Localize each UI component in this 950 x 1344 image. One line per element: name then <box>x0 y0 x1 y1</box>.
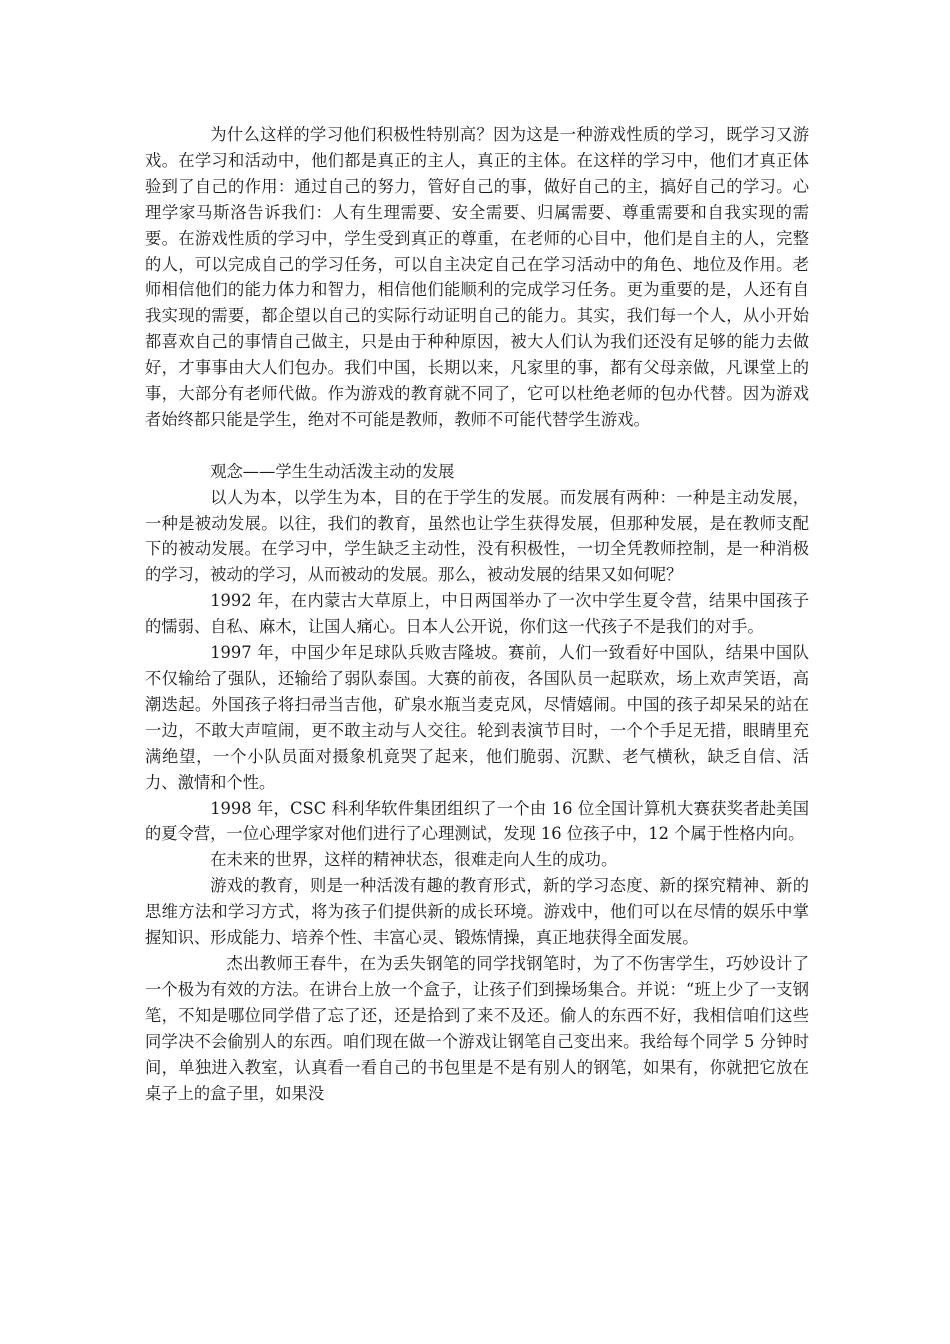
paragraph-development: 以人为本，以学生为本，目的在于学生的发展。而发展有两种：一种是主动发展，一种是被动发展。以往，我们的教育，虽然也让学生获得发展，但那种发展，是在教师支配下的被动发展。在学习中，学生缺乏主动性，没有积极性，一切全凭教师控制，是一种消极的学习，被动的学习，从而被动的发展。那么，被动发展的结果又如何呢？ <box>145 487 809 585</box>
paragraph-1998: 1998 年，CSC 科利华软件集团组织了一个由 16 位全国计算机大赛获奖者赴美国的夏令营，一位心理学家对他们进行了心理测试，发现 16 位孩子中，12 个属于性格内向。 <box>145 798 809 844</box>
section-heading: 观念——学生生动活泼主动的发展 <box>210 461 455 481</box>
paragraph-game-learning: 为什么这样的学习他们积极性特别高？因为这是一种游戏性质的学习，既学习又游戏。在学习和活动中，他们都是真正的主人，真正的主体。在这样的学习中，他们才真正体验到了自己的作用：通过自己的努力，管好自己的事，做好自己的主，搞好自己的学习。心理学家马斯洛告诉我们：人有生理需要、安全需要、归属需要、尊重需要和自我实现的需要。在游戏性质的学习中，学生受到真正的尊重，在老师的心目中，他们是自主的人，完整的人，可以完成自己的学习任务，可以自主决定自己在学习活动中的角色、地位及作用。老师相信他们的能力体力和智力，相信他们能顺利的完成学习任务。更为重要的是，人还有自我实现的需要，都企望以自己的实际行动证明自己的能力。其实，我们每一个人，从小开始都喜欢自己的事情自己做主，只是由于种种原因，被大人们认为我们还没有足够的能力去做好，才事事由大人们包办。我们中国，长期以来，凡家里的事，都有父母亲做，凡课堂上的事，大部分有老师代做。作为游戏的教育就不同了，它可以杜绝老师的包办代替。因为游戏者始终都只能是学生，绝对不可能是教师，教师不可能代替学生游戏。 <box>145 125 809 429</box>
paragraph-1997: 1997 年，中国少年足球队兵败吉隆坡。赛前，人们一致看好中国队，结果中国队不仅输给了强队，还输给了弱队泰国。大赛的前夜，各国队员一起联欢，场上欢声笑语，高潮迭起。外国孩子将扫帚当吉他，矿泉水瓶当麦克风，尽情嬉闹。中国的孩子却呆呆的站在一边，不敢大声喧闹，更不敢主动与人交往。轮到表演节目时，一个个手足无措，眼睛里充满绝望，一个小队员面对摄象机竟哭了起来，他们脆弱、沉默、老气横秋，缺乏自信、活力、激情和个性。 <box>145 643 809 792</box>
paragraph-future: 在未来的世界，这样的精神状态，很难走向人生的成功。 <box>210 850 618 870</box>
paragraph-1992: 1992 年，在内蒙古大草原上，中日两国举办了一次中学生夏令营，结果中国孩子的懦弱、自私、麻木，让国人痛心。日本人公开说，你们这一代孩子不是我们的对手。 <box>145 591 809 637</box>
paragraph-game-education: 游戏的教育，则是一种活泼有趣的教育形式，新的学习态度、新的探究精神、新的思维方法和学习方式，将为孩子们提供新的成长环境。游戏中，他们可以在尽情的娱乐中掌握知识、形成能力、培养个性、丰富心灵、锻炼情操，真正地获得全面发展。 <box>145 876 809 948</box>
paragraph-teacher-story: 杰出教师王春牛，在为丢失钢笔的同学找钢笔时，为了不伤害学生，巧妙设计了一个极为有效的方法。在讲台上放一个盒子，让孩子们到操场集合。并说：“班上少了一支钢笔，不知是哪位同学借了忘了还，还是拾到了来不及还。偷人的东西不好，我相信咱们这些同学决不会偷别人的东西。咱们现在做一个游戏让钢笔自己变出来。我给每个同学 5 分钟时间，单独进入教室，认真看一看自己的书包里是不是有别人的钢笔，如果有，你就把它放在桌子上的盒子里，如果没 <box>145 953 809 1103</box>
document-page <box>145 122 809 1106</box>
